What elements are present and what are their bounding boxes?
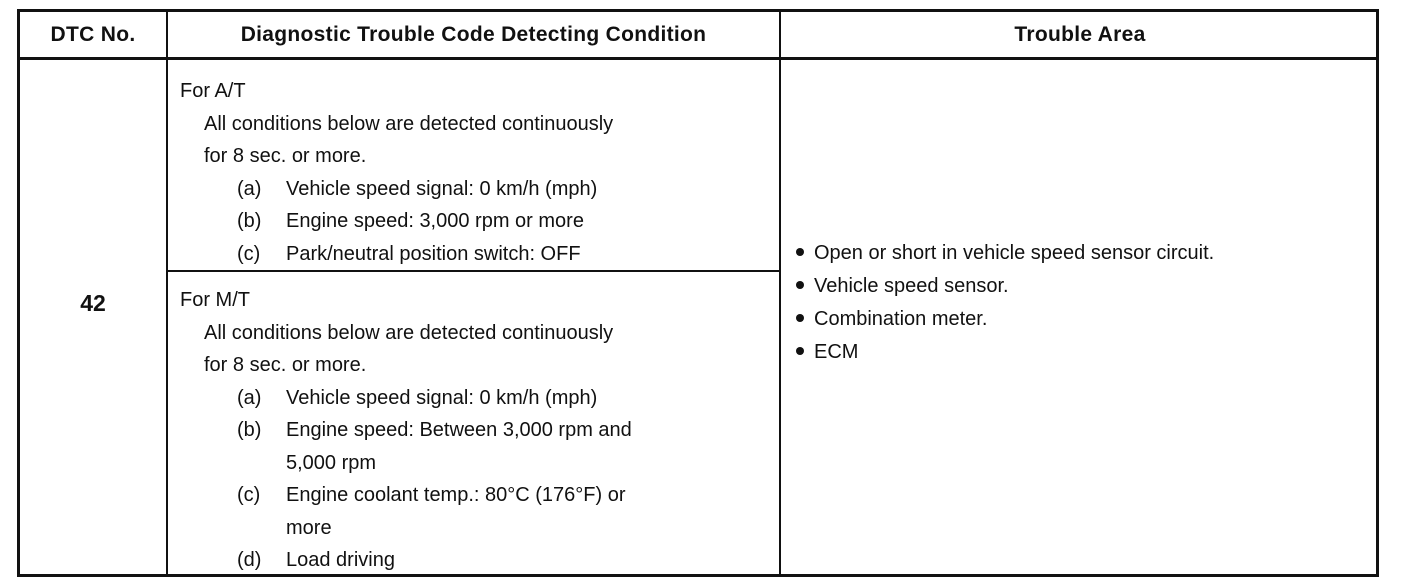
trouble-area-item (796, 336, 1214, 369)
condition-item-continuation: 5,000 rpm (286, 451, 377, 474)
item-text: Engine coolant temp.: 80°C (176°F) or (286, 484, 626, 506)
condition-intro: All conditions below are detected continuously (204, 112, 614, 135)
item-label: (b) (237, 210, 262, 232)
condition-item (180, 479, 632, 512)
trouble-area-text: Combination meter. (814, 308, 988, 330)
header-detecting-condition: Diagnostic Trouble Code Detecting Condition (240, 22, 707, 46)
trouble-area-text: Vehicle speed sensor. (814, 275, 1009, 297)
column-divider (166, 12, 168, 574)
condition-item (180, 414, 632, 447)
condition-title: For M/T (180, 289, 250, 311)
condition-item (180, 173, 613, 206)
trouble-area-list (796, 237, 1214, 369)
bullet-icon (796, 281, 804, 289)
row-divider (166, 270, 781, 272)
condition-intro: All conditions below are detected continuously (204, 321, 614, 344)
header-dtc-no: DTC No. (50, 22, 136, 46)
trouble-area-text: ECM (814, 341, 859, 363)
column-divider (779, 12, 781, 574)
condition-at (180, 75, 613, 270)
item-text: Vehicle speed signal: 0 km/h (mph) (286, 386, 598, 409)
item-text: Engine speed: Between 3,000 rpm and (286, 419, 632, 441)
bullet-icon (796, 314, 804, 322)
trouble-area-text: Open or short in vehicle speed sensor circuit. (814, 242, 1215, 264)
condition-title: For A/T (180, 80, 246, 102)
dtc-table (17, 9, 1379, 577)
condition-intro: for 8 sec. or more. (204, 145, 367, 167)
item-text: Engine speed: 3,000 rpm or more (286, 210, 584, 232)
item-label: (d) (237, 549, 262, 571)
item-label: (a) (237, 386, 262, 409)
trouble-area-item (796, 303, 1214, 336)
condition-mt (180, 284, 632, 577)
item-label: (c) (237, 484, 261, 506)
trouble-area-item (796, 237, 1214, 270)
item-label: (b) (237, 419, 262, 441)
condition-item-continuation: more (286, 516, 332, 539)
item-text: Load driving (286, 549, 395, 571)
item-text: Vehicle speed signal: 0 km/h (mph) (286, 177, 598, 200)
condition-item (180, 544, 632, 577)
header-trouble-area: Trouble Area (1014, 22, 1146, 46)
condition-intro: for 8 sec. or more. (204, 354, 367, 376)
bullet-icon (796, 248, 804, 256)
item-label: (a) (237, 177, 262, 200)
item-label: (c) (237, 242, 261, 265)
bullet-icon (796, 347, 804, 355)
condition-item (180, 205, 613, 238)
condition-item (180, 238, 613, 271)
item-text: Park/neutral position switch: OFF (286, 242, 581, 265)
trouble-area-item (796, 270, 1214, 303)
condition-item (180, 382, 632, 415)
header-divider (20, 57, 1376, 60)
dtc-number: 42 (80, 290, 106, 316)
